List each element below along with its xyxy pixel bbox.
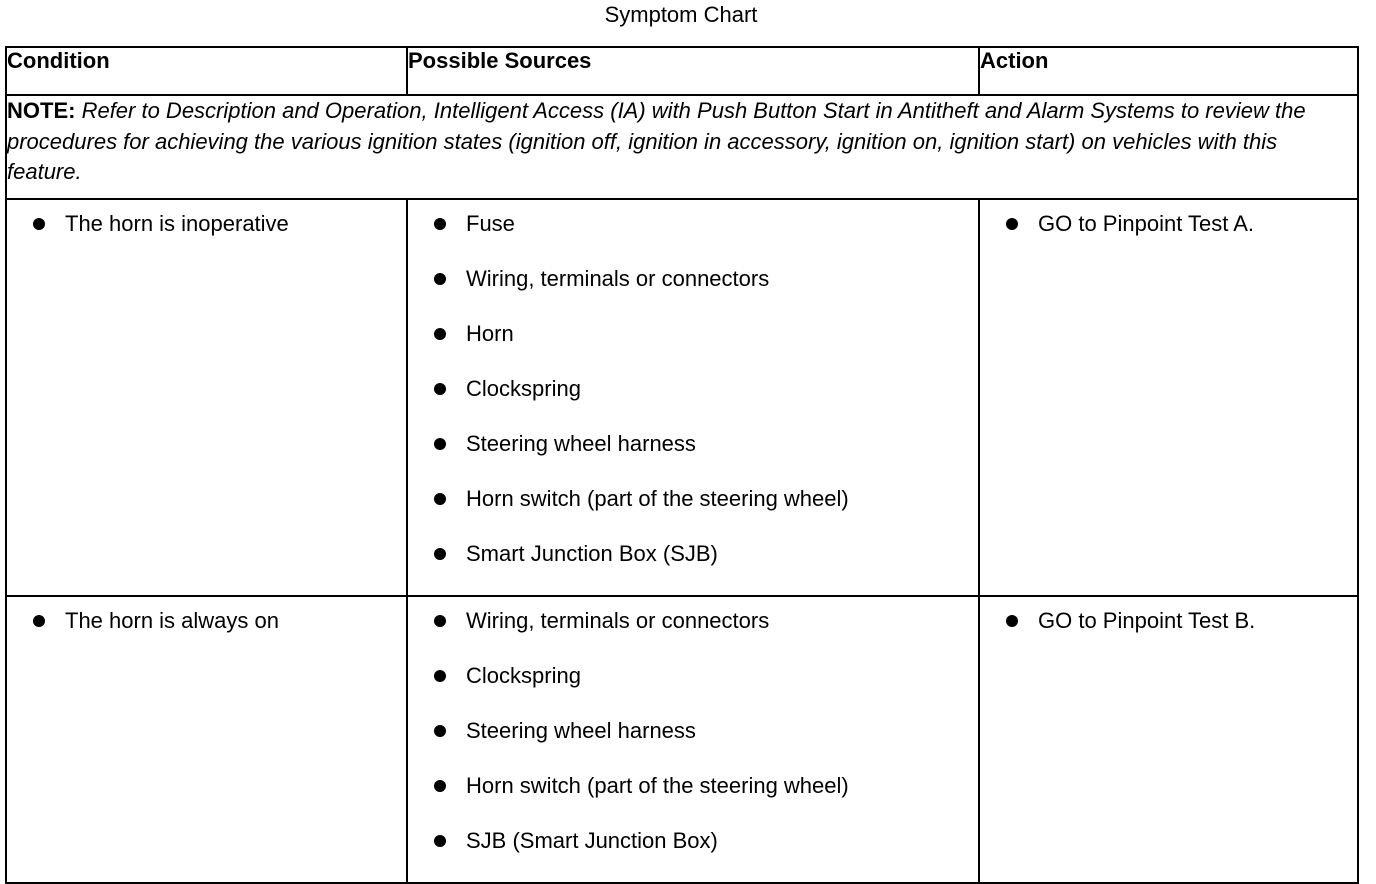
list-item [408, 210, 978, 265]
chart-title: Symptom Chart [604, 2, 758, 27]
source-text: Horn switch (part of the steering wheel) [466, 773, 849, 798]
condition-text: The horn is inoperative [65, 211, 289, 236]
bullet-icon [434, 615, 446, 627]
list-item [408, 662, 978, 717]
source-text: Steering wheel harness [466, 718, 696, 743]
note-row [6, 95, 1358, 199]
symptom-table [5, 46, 1359, 884]
bullet-icon [434, 780, 446, 792]
header-condition: Condition [6, 47, 407, 95]
note-cell [6, 95, 1358, 199]
condition-text: The horn is always on [65, 608, 279, 633]
list-item [408, 540, 978, 595]
list-item [408, 827, 978, 882]
list-item [7, 210, 406, 265]
source-text: Wiring, terminals or connectors [466, 266, 770, 291]
bullet-icon [434, 218, 446, 230]
bullet-icon [1006, 615, 1018, 627]
action-text: GO to Pinpoint Test A. [1038, 211, 1255, 236]
header-action: Action [979, 47, 1358, 95]
list-item [7, 607, 406, 662]
list-item [408, 717, 978, 772]
action-cell [979, 596, 1358, 883]
bullet-icon [434, 670, 446, 682]
bullet-icon [434, 328, 446, 340]
list-item [408, 607, 978, 662]
table-row [6, 199, 1358, 596]
note-label: NOTE: [7, 98, 76, 123]
bullet-icon [434, 725, 446, 737]
bullet-icon [434, 835, 446, 847]
bullet-icon [434, 383, 446, 395]
list-item [408, 772, 978, 827]
list-item [980, 607, 1357, 662]
bullet-icon [434, 438, 446, 450]
sources-cell [407, 596, 979, 883]
source-text: Horn switch (part of the steering wheel) [466, 486, 849, 511]
bullet-icon [33, 218, 45, 230]
action-text: GO to Pinpoint Test B. [1038, 608, 1256, 633]
source-text: Horn [466, 321, 514, 346]
list-item [408, 320, 978, 375]
header-row [6, 47, 1358, 95]
source-text: Clockspring [466, 663, 581, 688]
header-sources: Possible Sources [407, 47, 979, 95]
condition-cell [6, 199, 407, 596]
bullet-icon [434, 273, 446, 285]
source-text: Wiring, terminals or connectors [466, 608, 770, 633]
source-text: Clockspring [466, 376, 581, 401]
list-item [408, 265, 978, 320]
source-text: Smart Junction Box (SJB) [466, 541, 718, 566]
action-cell [979, 199, 1358, 596]
list-item [980, 210, 1357, 265]
source-text: SJB (Smart Junction Box) [466, 828, 718, 853]
table-row [6, 596, 1358, 883]
bullet-icon [1006, 218, 1018, 230]
note-text: Refer to Description and Operation, Intelligent Access (IA) with Push Button Start in Antitheft and Alarm Systems to review the procedures for achieving the various ignition states (ignition off, ignition in accessory, ignition on, ignition start) on vehicles with this feature. [7, 98, 1306, 184]
source-text: Fuse [466, 211, 515, 236]
condition-cell [6, 596, 407, 883]
list-item [408, 375, 978, 430]
list-item [408, 430, 978, 485]
bullet-icon [434, 493, 446, 505]
sources-cell [407, 199, 979, 596]
list-item [408, 485, 978, 540]
bullet-icon [33, 615, 45, 627]
source-text: Steering wheel harness [466, 431, 696, 456]
bullet-icon [434, 548, 446, 560]
